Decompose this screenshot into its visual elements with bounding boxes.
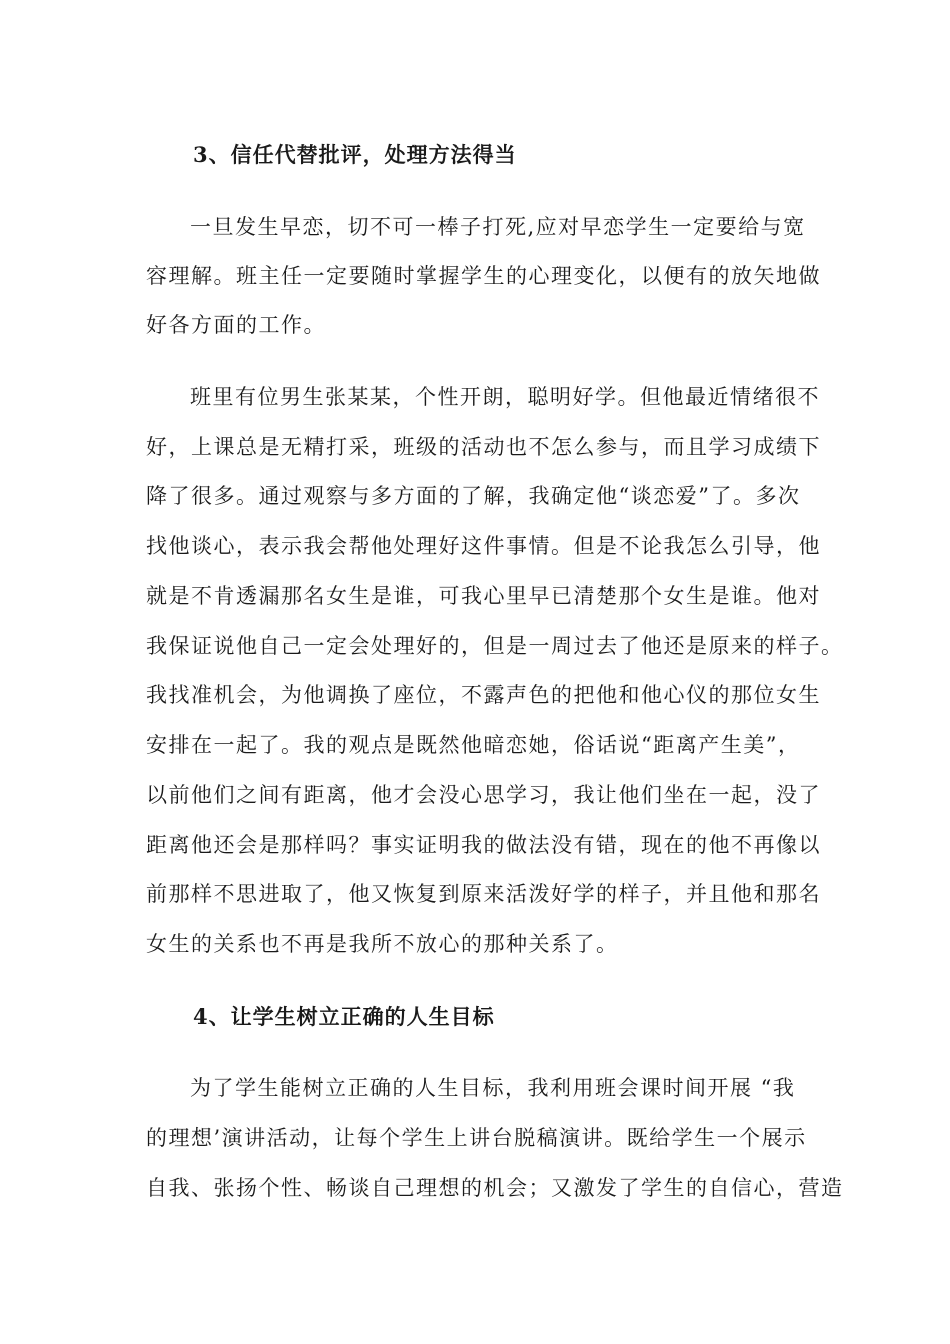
paragraph-line: 降了很多。通过观察与多方面的了解，我确定他“谈恋爱”了。多次 xyxy=(146,484,801,508)
paragraph-line: 好，上课总是无精打采，班级的活动也不怎么参与，而且学习成绩下 xyxy=(146,435,821,459)
paragraph-line: 我找准机会，为他调换了座位，不露声色的把他和他心仪的那位女生 xyxy=(146,683,821,707)
paragraph-line: 找他谈心，表示我会帮他处理好这件事情。但是不论我怎么引导，他 xyxy=(146,534,821,558)
section-heading: 4、让学生树立正确的人生目标 xyxy=(193,1004,495,1029)
paragraph-line: 的理想’演讲活动，让每个学生上讲台脱稿演讲。既给学生一个展示 xyxy=(146,1126,807,1150)
paragraph-line: 为了学生能树立正确的人生目标，我利用班会课时间开展 “我 xyxy=(190,1076,796,1100)
paragraph-line: 容理解。班主任一定要随时掌握学生的心理变化，以便有的放矢地做 xyxy=(146,264,821,288)
paragraph-line: 自我、张扬个性、畅谈自己理想的机会；又激发了学生的自信心，营造 xyxy=(146,1176,844,1200)
paragraph-line: 班里有位男生张某某，个性开朗，聪明好学。但他最近情绪很不 xyxy=(190,385,820,409)
paragraph-line: 女生的关系也不再是我所不放心的那种关系了。 xyxy=(146,932,619,956)
paragraph-line: 距离他还会是那样吗？事实证明我的做法没有错，现在的他不再像以 xyxy=(146,833,821,857)
paragraph-line: 前那样不思进取了，他又恢复到原来活泼好学的样子，并且他和那名 xyxy=(146,882,821,906)
section-heading: 3、信任代替批评，处理方法得当 xyxy=(193,142,517,167)
paragraph-line: 我保证说他自己一定会处理好的，但是一周过去了他还是原来的样子。 xyxy=(146,634,844,658)
paragraph-line: 以前他们之间有距离，他才会没心思学习，我让他们坐在一起，没了 xyxy=(146,783,821,807)
paragraph-line: 好各方面的工作。 xyxy=(146,313,326,337)
paragraph-line: 安排在一起了。我的观点是既然他暗恋她，俗话说“距离产生美”， xyxy=(146,733,801,757)
paragraph-line: 一旦发生早恋，切不可一棒子打死,应对早恋学生一定要给与宽 xyxy=(190,215,806,239)
paragraph-line: 就是不肯透漏那名女生是谁，可我心里早已清楚那个女生是谁。他对 xyxy=(146,584,821,608)
